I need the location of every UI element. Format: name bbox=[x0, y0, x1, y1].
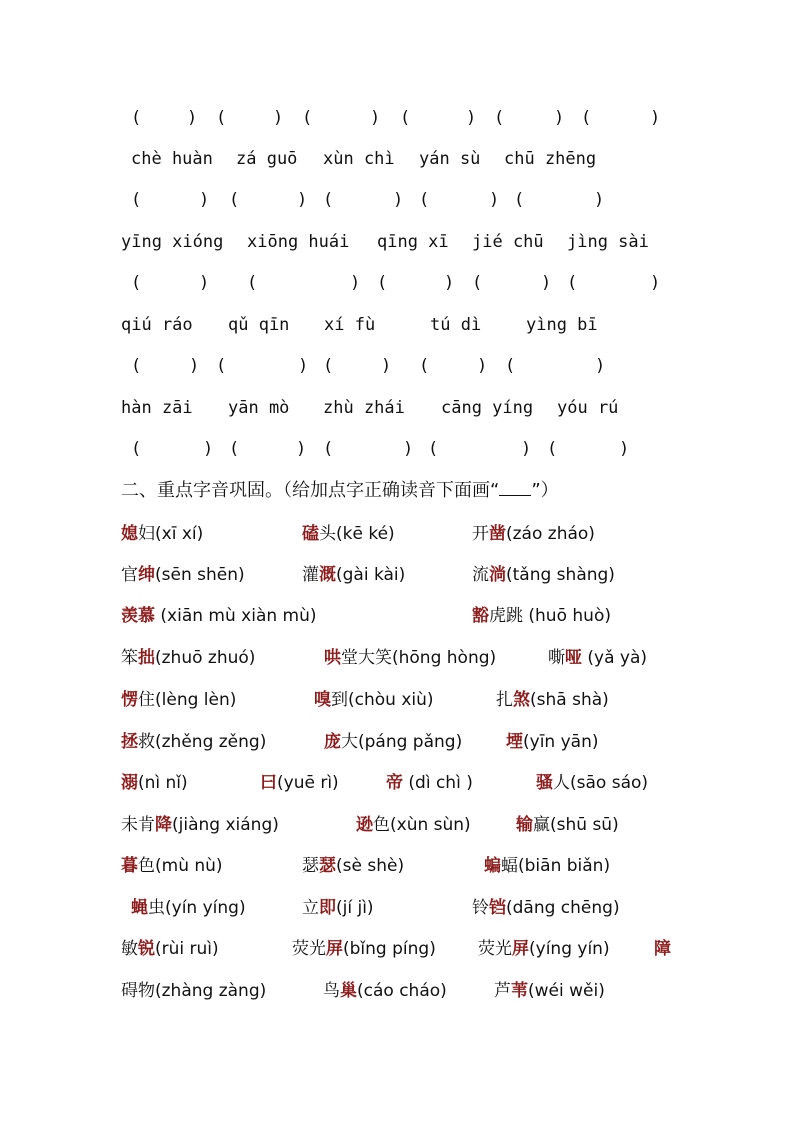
open-paren: ( bbox=[419, 356, 430, 376]
vocab-item bbox=[302, 560, 405, 590]
vocab-reading-options: (zhàng zàng) bbox=[155, 981, 267, 1001]
vocab-item bbox=[121, 934, 219, 964]
close-paren: ) bbox=[199, 190, 210, 210]
open-paren: ( bbox=[547, 439, 558, 459]
vocab-reading-options: 头(kē ké) bbox=[319, 524, 395, 544]
word-row bbox=[0, 851, 794, 881]
dotted-character: 逊 bbox=[356, 815, 373, 835]
open-paren: ( bbox=[377, 273, 388, 293]
vocab-reading-options: 色(xùn sùn) bbox=[373, 815, 471, 835]
close-paren: ) bbox=[619, 439, 630, 459]
dotted-character: 曰 bbox=[260, 773, 277, 793]
vocab-reading-options: 虫(yín yíng) bbox=[148, 898, 246, 918]
pinyin-word: qiú ráo bbox=[121, 315, 193, 335]
open-paren: ( bbox=[247, 273, 258, 293]
open-paren: ( bbox=[419, 190, 430, 210]
vocab-reading-options: (yīn yān) bbox=[523, 732, 599, 752]
vocab-item bbox=[121, 685, 236, 715]
open-paren: ( bbox=[323, 356, 334, 376]
open-paren: ( bbox=[514, 190, 525, 210]
pinyin-row bbox=[0, 393, 794, 423]
vocab-reading-options: (yuē rì) bbox=[277, 773, 339, 793]
vocab-reading-options: 堂大笑(hōng hòng) bbox=[341, 648, 497, 668]
vocab-item bbox=[324, 643, 496, 673]
close-paren: ) bbox=[199, 273, 210, 293]
open-paren: ( bbox=[323, 439, 334, 459]
vocab-item bbox=[121, 810, 279, 840]
vocab-item bbox=[302, 851, 404, 881]
close-paren: ) bbox=[393, 190, 404, 210]
dotted-character: 煞 bbox=[513, 690, 530, 710]
vocab-reading-options: (dì chì ) bbox=[403, 773, 473, 793]
dotted-character: 磕 bbox=[302, 524, 319, 544]
open-paren: ( bbox=[131, 273, 142, 293]
close-paren: ) bbox=[650, 273, 661, 293]
pinyin-word: cāng yíng bbox=[441, 398, 534, 418]
pinyin-word: xùn chì bbox=[323, 149, 395, 169]
dotted-character: 骚 bbox=[536, 773, 553, 793]
dotted-character: 堙 bbox=[506, 732, 523, 752]
vocab-item bbox=[478, 934, 610, 964]
vocab-prefix: 灌 bbox=[302, 565, 319, 585]
pinyin-row bbox=[0, 227, 794, 257]
vocab-item bbox=[548, 643, 647, 673]
vocab-reading-options: 虎跳 (huō huò) bbox=[489, 606, 611, 626]
open-paren: ( bbox=[400, 108, 411, 128]
dotted-character: 羡慕 bbox=[121, 606, 155, 626]
vocab-item bbox=[472, 893, 620, 923]
vocab-prefix: 开 bbox=[472, 524, 489, 544]
dotted-character: 庞 bbox=[324, 732, 341, 752]
vocab-item bbox=[536, 768, 648, 798]
open-paren: ( bbox=[567, 273, 578, 293]
word-row bbox=[0, 560, 794, 590]
close-paren: ) bbox=[189, 356, 200, 376]
vocab-item bbox=[121, 519, 203, 549]
vocab-item bbox=[654, 934, 671, 964]
open-paren: ( bbox=[131, 439, 142, 459]
dotted-character: 嗅 bbox=[314, 690, 331, 710]
vocab-item bbox=[323, 976, 447, 1006]
open-paren: ( bbox=[131, 108, 142, 128]
vocab-item bbox=[121, 643, 255, 673]
vocab-reading-options: 人(sāo sáo) bbox=[553, 773, 649, 793]
vocab-reading-options: (cáo cháo) bbox=[357, 981, 447, 1001]
pinyin-row bbox=[0, 144, 794, 174]
vocab-reading-options: 住(lèng lèn) bbox=[138, 690, 237, 710]
close-paren: ) bbox=[521, 439, 532, 459]
dotted-character: 凿 bbox=[489, 524, 506, 544]
heading-close: ”） bbox=[531, 480, 559, 501]
vocab-item bbox=[314, 685, 434, 715]
pinyin-word: xiōng huái bbox=[247, 232, 350, 252]
vocab-prefix: 扎 bbox=[496, 690, 513, 710]
vocab-reading-options: 蝠(biān biǎn) bbox=[501, 856, 611, 876]
word-row bbox=[0, 768, 794, 798]
vocab-prefix: 鸟 bbox=[323, 981, 340, 1001]
open-paren: ( bbox=[216, 108, 227, 128]
vocab-reading-options: (bǐng píng) bbox=[343, 939, 436, 959]
vocab-item bbox=[121, 768, 188, 798]
vocab-prefix: 流 bbox=[472, 565, 489, 585]
open-paren: ( bbox=[229, 439, 240, 459]
close-paren: ) bbox=[650, 108, 661, 128]
vocab-reading-options: (xiān mù xiàn mù) bbox=[155, 606, 317, 626]
vocab-item bbox=[131, 893, 246, 923]
vocab-item bbox=[260, 768, 339, 798]
dotted-character: 拙 bbox=[138, 648, 155, 668]
close-paren: ) bbox=[477, 356, 488, 376]
dotted-character: 淌 bbox=[489, 565, 506, 585]
pinyin-word: zá guō bbox=[236, 149, 298, 169]
word-row bbox=[0, 810, 794, 840]
pinyin-word: yóu rú bbox=[557, 398, 619, 418]
vocab-item bbox=[496, 685, 609, 715]
answer-underline bbox=[499, 479, 531, 496]
dotted-character: 绅 bbox=[138, 565, 155, 585]
vocab-prefix: 铃 bbox=[472, 898, 489, 918]
open-paren: ( bbox=[505, 356, 516, 376]
pinyin-word: yìng bī bbox=[526, 315, 598, 335]
word-row bbox=[0, 601, 794, 631]
dotted-character: 屏 bbox=[326, 939, 343, 959]
vocab-item bbox=[121, 727, 266, 757]
vocab-item bbox=[472, 601, 611, 631]
vocab-reading-options: (gài kài) bbox=[336, 565, 406, 585]
close-paren: ) bbox=[403, 439, 414, 459]
open-paren: ( bbox=[581, 108, 592, 128]
vocab-reading-options: 到(chòu xiù) bbox=[331, 690, 434, 710]
vocab-reading-options: (sè shè) bbox=[336, 856, 405, 876]
dotted-character: 溉 bbox=[319, 565, 336, 585]
vocab-item bbox=[506, 727, 598, 757]
vocab-reading-options: (jí jì) bbox=[336, 898, 374, 918]
vocab-reading-options: (nì nǐ) bbox=[138, 773, 188, 793]
dotted-character: 输 bbox=[516, 815, 533, 835]
close-paren: ) bbox=[554, 108, 565, 128]
word-row bbox=[0, 727, 794, 757]
close-paren: ) bbox=[381, 356, 392, 376]
paren-row bbox=[0, 185, 794, 215]
dotted-character: 溺 bbox=[121, 773, 138, 793]
paren-row bbox=[0, 434, 794, 464]
word-row bbox=[0, 519, 794, 549]
close-paren: ) bbox=[296, 439, 307, 459]
vocab-reading-options: 妇(xī xí) bbox=[138, 524, 204, 544]
vocab-reading-options: (wéi wěi) bbox=[528, 981, 605, 1001]
dotted-character: 蝇 bbox=[131, 898, 148, 918]
close-paren: ) bbox=[203, 439, 214, 459]
open-paren: ( bbox=[131, 190, 142, 210]
vocab-reading-options: (yǎ yà) bbox=[582, 648, 648, 668]
vocab-item bbox=[324, 727, 462, 757]
word-row bbox=[0, 685, 794, 715]
vocab-reading-options: (zhuō zhuó) bbox=[155, 648, 256, 668]
close-paren: ) bbox=[370, 108, 381, 128]
vocab-item bbox=[472, 519, 595, 549]
pinyin-word: chè huàn bbox=[131, 149, 213, 169]
vocab-item bbox=[121, 601, 317, 631]
vocab-item bbox=[121, 976, 266, 1006]
word-row bbox=[0, 976, 794, 1006]
open-paren: ( bbox=[229, 190, 240, 210]
vocab-prefix: 敏 bbox=[121, 939, 138, 959]
pinyin-row bbox=[0, 310, 794, 340]
close-paren: ) bbox=[444, 273, 455, 293]
dotted-character: 帝 bbox=[386, 773, 403, 793]
vocab-prefix: 荧光 bbox=[478, 939, 512, 959]
vocab-reading-options: (rùi ruì) bbox=[155, 939, 219, 959]
vocab-reading-options: (tǎng shàng) bbox=[506, 565, 615, 585]
dotted-character: 蝙 bbox=[484, 856, 501, 876]
vocab-prefix: 未肯 bbox=[121, 815, 155, 835]
dotted-character: 铛 bbox=[489, 898, 506, 918]
vocab-reading-options: (yíng yín) bbox=[529, 939, 610, 959]
pinyin-word: yān mò bbox=[228, 398, 290, 418]
pinyin-word: xí fù bbox=[324, 315, 376, 335]
close-paren: ) bbox=[594, 190, 605, 210]
open-paren: ( bbox=[216, 356, 227, 376]
vocab-prefix: 芦 bbox=[494, 981, 511, 1001]
pinyin-word: chū zhēng bbox=[504, 149, 597, 169]
dotted-character: 障 bbox=[654, 939, 671, 959]
paren-row bbox=[0, 268, 794, 298]
dotted-character: 巢 bbox=[340, 981, 357, 1001]
dotted-character: 媳 bbox=[121, 524, 138, 544]
open-paren: ( bbox=[494, 108, 505, 128]
pinyin-word: zhù zhái bbox=[323, 398, 405, 418]
open-paren: ( bbox=[323, 190, 334, 210]
close-paren: ) bbox=[489, 190, 500, 210]
pinyin-word: jié chū bbox=[472, 232, 544, 252]
vocab-prefix: 嘶 bbox=[548, 648, 565, 668]
pinyin-word: qǔ qīn bbox=[228, 315, 290, 335]
vocab-reading-options: (jiàng xiáng) bbox=[172, 815, 279, 835]
open-paren: ( bbox=[302, 108, 313, 128]
vocab-item bbox=[302, 893, 374, 923]
vocab-reading-options: 赢(shū sū) bbox=[533, 815, 619, 835]
close-paren: ) bbox=[466, 108, 477, 128]
vocab-item bbox=[386, 768, 473, 798]
dotted-character: 哄 bbox=[324, 648, 341, 668]
vocab-reading-options: (shā shà) bbox=[530, 690, 609, 710]
vocab-item bbox=[121, 560, 245, 590]
vocab-reading-options: 救(zhěng zěng) bbox=[138, 732, 267, 752]
pinyin-word: jìng sài bbox=[567, 232, 649, 252]
dotted-character: 豁 bbox=[472, 606, 489, 626]
vocab-item bbox=[302, 519, 395, 549]
pinyin-word: hàn zāi bbox=[121, 398, 193, 418]
dotted-character: 暮 bbox=[121, 856, 138, 876]
vocab-prefix: 官 bbox=[121, 565, 138, 585]
open-paren: ( bbox=[472, 273, 483, 293]
vocab-prefix: 笨 bbox=[121, 648, 138, 668]
vocab-item bbox=[356, 810, 471, 840]
dotted-character: 苇 bbox=[511, 981, 528, 1001]
close-paren: ) bbox=[595, 356, 606, 376]
vocab-prefix: 瑟 bbox=[302, 856, 319, 876]
vocab-reading-options: (záo zháo) bbox=[506, 524, 595, 544]
heading-text: 二、重点字音巩固。（给加点字正确读音下面画“ bbox=[121, 480, 500, 501]
vocab-prefix: 碍物 bbox=[121, 981, 155, 1001]
vocab-item bbox=[484, 851, 610, 881]
vocab-reading-options: 大(páng pǎng) bbox=[341, 732, 463, 752]
section-heading bbox=[121, 476, 781, 506]
dotted-character: 瑟 bbox=[319, 856, 336, 876]
close-paren: ) bbox=[187, 108, 198, 128]
word-row bbox=[0, 934, 794, 964]
dotted-character: 哑 bbox=[565, 648, 582, 668]
pinyin-word: yán sù bbox=[419, 149, 481, 169]
vocab-prefix: 荧光 bbox=[292, 939, 326, 959]
dotted-character: 即 bbox=[319, 898, 336, 918]
vocab-item bbox=[494, 976, 605, 1006]
dotted-character: 愣 bbox=[121, 690, 138, 710]
vocab-item bbox=[121, 851, 223, 881]
open-paren: ( bbox=[428, 439, 439, 459]
vocab-prefix: 立 bbox=[302, 898, 319, 918]
vocab-item bbox=[472, 560, 615, 590]
word-row bbox=[0, 893, 794, 923]
open-paren: ( bbox=[131, 356, 142, 376]
pinyin-word: qīng xī bbox=[377, 232, 449, 252]
close-paren: ) bbox=[298, 356, 309, 376]
vocab-reading-options: (dāng chēng) bbox=[506, 898, 620, 918]
close-paren: ) bbox=[273, 108, 284, 128]
close-paren: ) bbox=[297, 190, 308, 210]
paren-row bbox=[0, 351, 794, 381]
word-row bbox=[0, 643, 794, 673]
close-paren: ) bbox=[350, 273, 361, 293]
dotted-character: 降 bbox=[155, 815, 172, 835]
dotted-character: 屏 bbox=[512, 939, 529, 959]
vocab-reading-options: (sēn shēn) bbox=[155, 565, 245, 585]
paren-row bbox=[0, 103, 794, 133]
pinyin-word: yīng xióng bbox=[121, 232, 224, 252]
pinyin-word: tú dì bbox=[430, 315, 482, 335]
dotted-character: 锐 bbox=[138, 939, 155, 959]
vocab-reading-options: 色(mù nù) bbox=[138, 856, 223, 876]
close-paren: ) bbox=[541, 273, 552, 293]
dotted-character: 拯 bbox=[121, 732, 138, 752]
vocab-item bbox=[516, 810, 619, 840]
vocab-item bbox=[292, 934, 436, 964]
